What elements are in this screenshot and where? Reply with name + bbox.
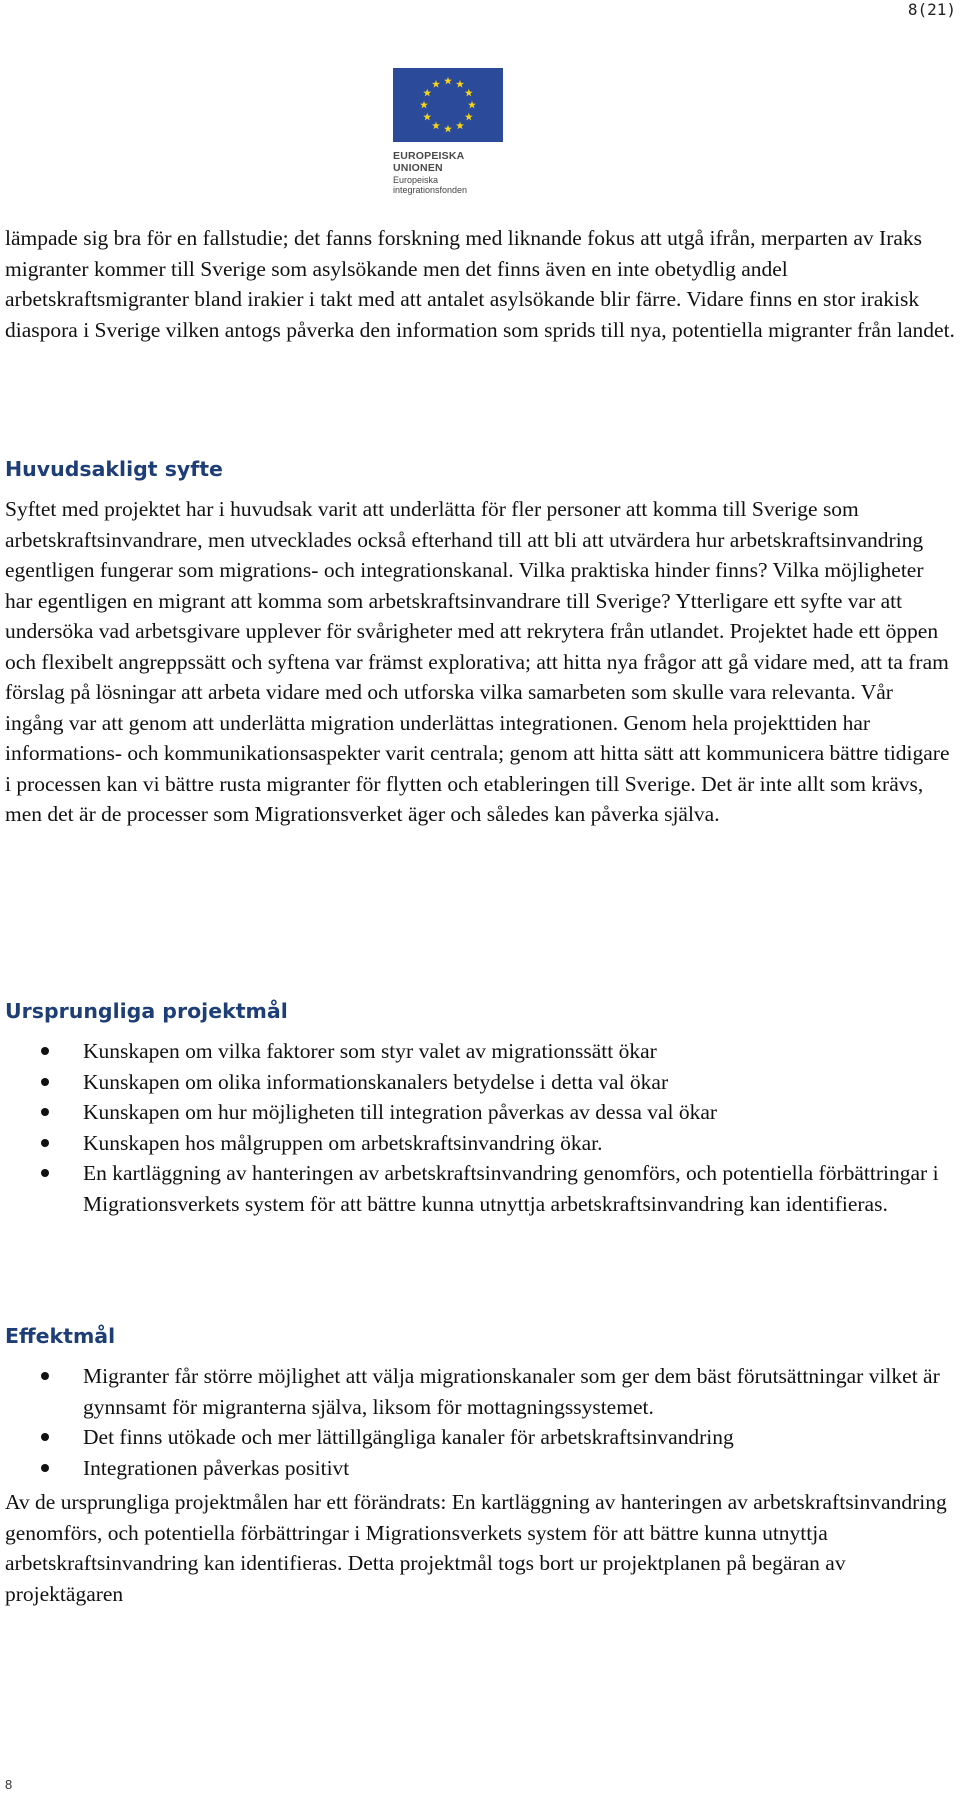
list-item: Migranter får större möjlighet att välja migrationskanaler som ger dem bäst förutsättningar vilket är gynnsamt för migranterna själva, liksom för mottagningssystemet. (5, 1361, 955, 1422)
purpose-heading: Huvudsakligt syfte (5, 457, 223, 481)
purpose-section (5, 455, 955, 830)
list-item: Det finns utökade och mer lättillgängliga kanaler för arbetskraftsinvandring (5, 1422, 955, 1453)
list-item: Kunskapen om hur möjligheten till integration påverkas av dessa val ökar (5, 1097, 955, 1128)
goals-list (5, 1036, 955, 1219)
list-item: Kunskapen om vilka faktorer som styr valet av migrationssätt ökar (5, 1036, 955, 1067)
logo-title: EUROPEISKA UNIONEN (393, 150, 465, 174)
intro-paragraph: lämpade sig bra för en fallstudie; det fanns forskning med liknande fokus att utgå ifrån, merparten av Iraks migranter kommer till Sverige som asylsökande men det finns även en inte obetydlig andel arbetskraftsmigranter bland irakier i takt med att antalet asylsökande blir färre. Vidare finns en stor irakisk diaspora i Sverige vilken antogs påverka den information som sprids till nya, potentiella migranter från landet. (5, 226, 955, 342)
goals-heading: Ursprungliga projektmål (5, 999, 288, 1023)
effects-list (5, 1361, 955, 1483)
bullet-icon (41, 1169, 49, 1177)
list-item: Kunskapen om olika informationskanalers betydelse i detta val ökar (5, 1067, 955, 1098)
bullet-icon (41, 1078, 49, 1086)
bullet-icon (41, 1433, 49, 1441)
purpose-paragraph: Syftet med projektet har i huvudsak varit att underlätta för fler personer att komma till Sverige som arbetskraftsinvandrare, men utvecklades också efterhand till att bli att utvärdera hur arbetskraftsinvandring egentligen fungerar som migrations- och integrationskanal. Vilka praktiska hinder finns? Vilka möjligheter har egentligen en migrant att komma som arbetskraftsinvandrare till Sverige? Ytterligare ett syfte var att undersöka vad arbetsgivare upplever för svårigheter med att rekrytera från utlandet. Projektet hade ett öppen och flexibelt angreppssätt och syftena var främst explorativa; att hitta nya frågor att gå vidare med, att ta fram förslag på lösningar att arbeta vidare med och utforska vilka samarbeten som skulle vara relevanta. Vår ingång var att genom att underlätta migration underlättas integrationen. Genom hela projekttiden har informations- och kommunikationsaspekter varit centrala; genom att hitta sätt att kommunicera bättre tidigare i processen kan vi bättre rusta migranter för flytten och etableringen till Sverige. Det är inte allt som krävs, men det är de processer som Migrationsverket äger och således kan påverka själva. (5, 497, 950, 826)
bullet-icon (41, 1108, 49, 1116)
goals-section (5, 997, 955, 1219)
footer-page-number: 8 (5, 1777, 13, 1792)
list-item: Integrationen påverkas positivt (5, 1453, 955, 1484)
bullet-icon (41, 1372, 49, 1380)
bullet-icon (41, 1464, 49, 1472)
eu-logo (392, 68, 504, 195)
effects-closing-paragraph: Av de ursprungliga projektmålen har ett förändrats: En kartläggning av hanteringen av arbetskraftsinvandring genomförs, och potentiella förbättringar i Migrationsverkets system för att bättre kunna utnyttja arbetskraftsinvandring kan identifieras. Detta projektmål togs bort ur projektplanen på begäran av projektägaren (5, 1490, 947, 1606)
bullet-icon (41, 1139, 49, 1147)
intro-section (5, 223, 955, 345)
bullet-icon (41, 1047, 49, 1055)
list-item: En kartläggning av hanteringen av arbetskraftsinvandring genomförs, och potentiella förbättringar i Migrationsverkets system för att bättre kunna utnyttja arbetskraftsinvandring kan identifieras. (5, 1158, 955, 1219)
page-indicator: 8(21) (907, 0, 956, 19)
effects-heading: Effektmål (5, 1324, 116, 1348)
logo-subtitle: Europeiska integrationsfonden (393, 175, 468, 195)
eu-flag-icon (393, 68, 503, 142)
list-item: Kunskapen hos målgruppen om arbetskraftsinvandring ökar. (5, 1128, 955, 1159)
effects-section (5, 1322, 955, 1609)
